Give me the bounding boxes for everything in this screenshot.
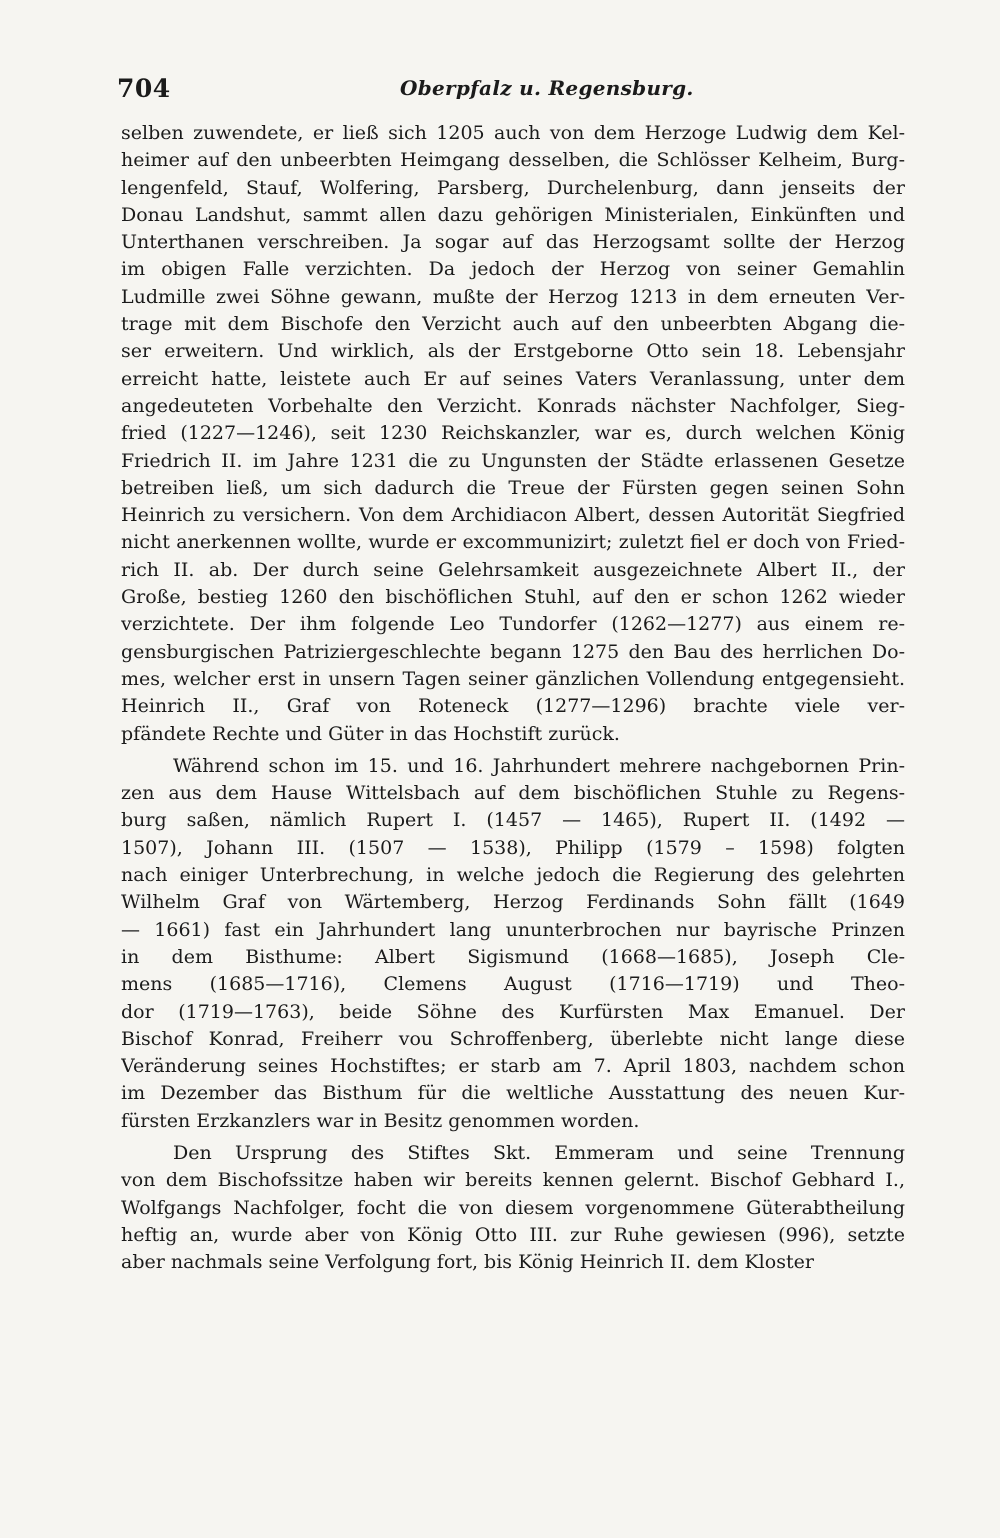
text-line: fürsten Erzkanzlers war in Besitz genommen worden.: [121, 1109, 640, 1132]
running-title: Oberpfalz u. Regensburg.: [400, 76, 694, 100]
text-line: nach einiger Unterbrechung, in welche jedoch die Regierung des gelehrten: [121, 864, 905, 887]
text-line: erreicht hatte, leistete auch Er auf seines Vaters Veranlassung, unter dem: [121, 367, 905, 390]
text-line: betreiben ließ, um sich dadurch die Treue der Fürsten gegen seinen Sohn: [121, 476, 905, 499]
paragraph: [121, 120, 905, 748]
paragraph: [121, 753, 905, 1135]
text-line: Heinrich zu versichern. Von dem Archidiacon Albert, dessen Autorität Siegfried: [121, 504, 905, 527]
text-line: mes, welcher erst in unsern Tagen seiner gänzlichen Vollendung entgegensieht.: [121, 667, 905, 690]
text-line: Bischof Konrad, Freiherr vou Schroffenberg, überlebte nicht lange diese: [121, 1027, 905, 1050]
text-line: Während schon im 15. und 16. Jahrhundert mehrere nachgebornen Prin-: [173, 754, 905, 777]
text-line: verzichtete. Der ihm folgende Leo Tundorfer (1262—1277) aus einem re-: [121, 613, 905, 636]
page-header: [117, 74, 903, 104]
text-line: fried (1227—1246), seit 1230 Reichskanzler, war es, durch welchen König: [121, 422, 905, 445]
text-line: Donau Landshut, sammt allen dazu gehörigen Ministerialen, Einkünften und: [121, 203, 905, 226]
text-line: lengenfeld, Stauf, Wolfering, Parsberg, Durchelenburg, dann jenseits der: [121, 176, 905, 199]
text-line: Große, bestieg 1260 den bischöflichen Stuhl, auf den er schon 1262 wieder: [121, 586, 905, 609]
text-line: heimer auf den unbeerbten Heimgang desselben, die Schlösser Kelheim, Burg-: [121, 149, 905, 172]
text-line: angedeuteten Vorbehalte den Verzicht. Konrads nächster Nachfolger, Sieg-: [121, 394, 905, 417]
text-line: heftig an, wurde aber von König Otto III. zur Ruhe gewiesen (996), setzte: [121, 1223, 905, 1246]
text-line: burg saßen, nämlich Rupert I. (1457 — 1465), Rupert II. (1492 —: [121, 809, 905, 832]
text-line: selben zuwendete, er ließ sich 1205 auch von dem Herzoge Ludwig dem Kel-: [121, 122, 905, 144]
text-line: Ludmille zwei Söhne gewann, mußte der Herzog 1213 in dem erneuten Ver-: [121, 285, 905, 308]
text-line: Friedrich II. im Jahre 1231 die zu Ungunsten der Städte erlassenen Gesetze: [121, 449, 905, 472]
text-line: pfändete Rechte und Güter in das Hochstift zurück.: [121, 722, 620, 745]
text-line: mens (1685—1716), Clemens August (1716—1719) und Theo-: [121, 973, 905, 996]
text-line: Den Ursprung des Stiftes Skt. Emmeram und seine Trennung: [173, 1141, 905, 1164]
text-line: Heinrich II., Graf von Roteneck (1277—1296) brachte viele ver-: [121, 695, 905, 718]
text-line: dor (1719—1763), beide Söhne des Kurfürsten Max Emanuel. Der: [121, 1000, 905, 1023]
text-line: 1507), Johann III. (1507 — 1538), Philipp (1579 – 1598) folgten: [121, 836, 905, 859]
text-line: in dem Bisthume: Albert Sigismund (1668—1685), Joseph Cle-: [121, 945, 905, 968]
text-line: — 1661) fast ein Jahrhundert lang ununterbrochen nur bayrische Prinzen: [121, 918, 905, 941]
text-line: von dem Bischofssitze haben wir bereits kennen gelernt. Bischof Gebhard I.,: [121, 1169, 905, 1192]
text-line: Unterthanen verschreiben. Ja sogar auf das Herzogsamt sollte der Herzog: [121, 231, 905, 254]
text-line: Veränderung seines Hochstiftes; er starb am 7. April 1803, nachdem schon: [121, 1055, 905, 1078]
text-line: im Dezember das Bisthum für die weltliche Ausstattung des neuen Kur-: [121, 1082, 905, 1105]
text-line: trage mit dem Bischofe den Verzicht auch auf den unbeerbten Abgang die-: [121, 313, 905, 336]
page-number: 704: [117, 74, 171, 103]
text-line: ser erweitern. Und wirklich, als der Erstgeborne Otto sein 18. Lebensjahr: [121, 340, 905, 363]
paragraph: [121, 1140, 905, 1276]
text-line: Wolfgangs Nachfolger, focht die von diesem vorgenommene Güterabtheilung: [121, 1196, 905, 1219]
text-line: nicht anerkennen wollte, wurde er excommunizirt; zuletzt fiel er doch von Fried-: [121, 531, 905, 554]
text-line: gensburgischen Patriziergeschlechte begann 1275 den Bau des herrlichen Do-: [121, 640, 905, 663]
text-line: zen aus dem Hause Wittelsbach auf dem bischöflichen Stuhle zu Regens-: [121, 782, 905, 805]
body-text: [121, 120, 905, 1276]
text-line: im obigen Falle verzichten. Da jedoch der Herzog von seiner Gemahlin: [121, 258, 905, 281]
text-line: rich II. ab. Der durch seine Gelehrsamkeit ausgezeichnete Albert II., der: [121, 558, 905, 581]
text-line: aber nachmals seine Verfolgung fort, bis König Heinrich II. dem Kloster: [121, 1251, 814, 1274]
text-line: Wilhelm Graf von Wärtemberg, Herzog Ferdinands Sohn fällt (1649: [121, 891, 905, 914]
